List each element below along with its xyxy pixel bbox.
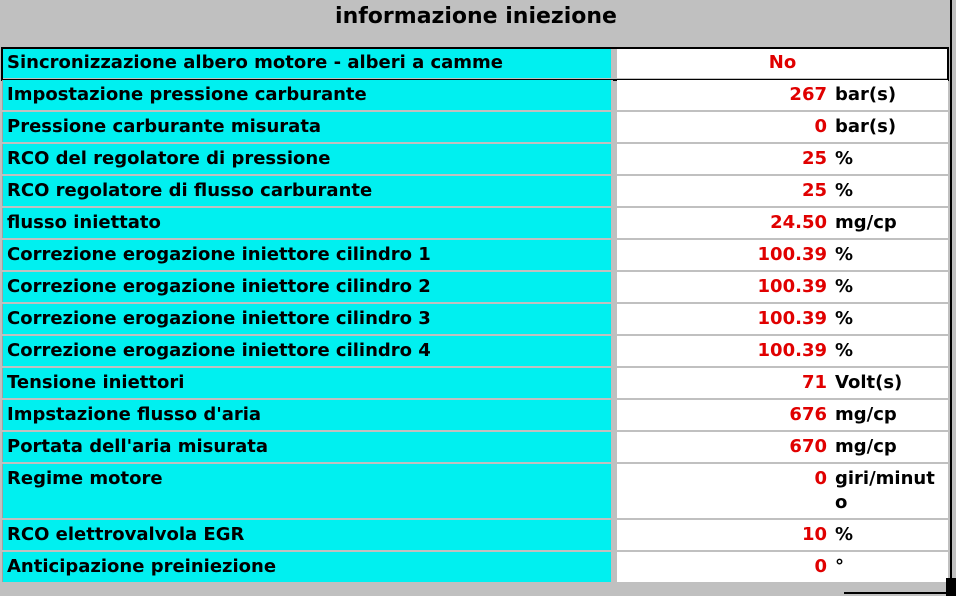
row-unit: bar(s) [835, 84, 897, 105]
row-value-cell [617, 336, 948, 366]
row-value: 100.39 [757, 308, 827, 329]
row-label: Correzione erogazione iniettore cilindro 3 [2, 304, 613, 334]
row-label: Correzione erogazione iniettore cilindro 2 [2, 272, 613, 302]
table-row[interactable] [2, 240, 948, 272]
page-title: informazione iniezione [335, 4, 617, 29]
row-unit: mg/cp [835, 436, 897, 457]
row-value: No [768, 52, 797, 73]
table-row[interactable] [2, 176, 948, 208]
row-label: Correzione erogazione iniettore cilindro 1 [2, 240, 613, 270]
row-value: 100.39 [757, 340, 827, 361]
row-label: Anticipazione preiniezione [2, 552, 613, 582]
row-unit: mg/cp [835, 404, 897, 425]
row-value-cell [617, 552, 948, 582]
row-unit: % [835, 308, 854, 329]
row-value: 670 [789, 436, 827, 457]
row-label: Impstazione flusso d'aria [2, 400, 613, 430]
row-value-cell [617, 520, 948, 550]
row-value-cell [617, 304, 948, 334]
row-value: 24.50 [770, 212, 827, 233]
row-label: Portata dell'aria misurata [2, 432, 613, 462]
window-bottom-border [844, 592, 950, 594]
row-value-cell [617, 112, 948, 142]
table-row[interactable] [2, 464, 948, 520]
row-value: 0 [814, 468, 827, 489]
table-row[interactable] [2, 336, 948, 368]
row-unit: giri/minuto [835, 468, 935, 513]
row-label: RCO elettrovalvola EGR [2, 520, 613, 550]
row-unit: % [835, 340, 854, 361]
row-unit: Volt(s) [835, 372, 903, 393]
row-value: 25 [801, 180, 827, 201]
table-row[interactable] [2, 520, 948, 552]
table-row[interactable] [2, 304, 948, 336]
row-value-cell [617, 432, 948, 462]
row-unit: % [835, 244, 854, 265]
table-row[interactable] [2, 400, 948, 432]
row-value-cell [617, 368, 948, 398]
table-row[interactable] [2, 144, 948, 176]
row-label: RCO regolatore di flusso carburante [2, 176, 613, 206]
row-value-cell [617, 144, 948, 174]
row-label: Sincronizzazione albero motore - alberi a camme [2, 48, 613, 78]
row-label: Regime motore [2, 464, 613, 518]
row-label: Tensione iniettori [2, 368, 613, 398]
table-row[interactable] [2, 272, 948, 304]
row-value: 676 [789, 404, 827, 425]
row-value: 0 [814, 556, 827, 577]
row-value-cell [617, 208, 948, 238]
row-value: 10 [801, 524, 827, 545]
row-value-cell [617, 240, 948, 270]
row-value-cell [617, 400, 948, 430]
row-unit: bar(s) [835, 116, 897, 137]
row-value-cell [617, 176, 948, 206]
table-row[interactable] [2, 112, 948, 144]
table-row[interactable] [2, 552, 948, 584]
row-value: 267 [789, 84, 827, 105]
row-value-cell [617, 80, 948, 110]
row-unit: % [835, 276, 854, 297]
row-unit: % [835, 524, 854, 545]
row-label: Impostazione pressione carburante [2, 80, 613, 110]
row-value-cell [617, 272, 948, 302]
table-row[interactable] [2, 80, 948, 112]
table-row[interactable] [2, 368, 948, 400]
table-row[interactable] [2, 208, 948, 240]
window-right-border [950, 0, 952, 596]
row-value: 0 [814, 116, 827, 137]
row-unit: % [835, 148, 854, 169]
row-label: RCO del regolatore di pressione [2, 144, 613, 174]
row-value: 71 [801, 372, 827, 393]
table-row[interactable] [2, 432, 948, 464]
row-label: Pressione carburante misurata [2, 112, 613, 142]
row-value: 25 [801, 148, 827, 169]
row-unit: mg/cp [835, 212, 897, 233]
row-value: 100.39 [757, 276, 827, 297]
row-unit: ° [835, 556, 844, 577]
row-label: flusso iniettato [2, 208, 613, 238]
row-unit: % [835, 180, 854, 201]
row-value-cell [617, 48, 948, 78]
row-value: 100.39 [757, 244, 827, 265]
row-value-cell [617, 464, 948, 518]
injection-info-table [2, 48, 948, 584]
row-label: Correzione erogazione iniettore cilindro 4 [2, 336, 613, 366]
table-row[interactable] [2, 48, 948, 80]
